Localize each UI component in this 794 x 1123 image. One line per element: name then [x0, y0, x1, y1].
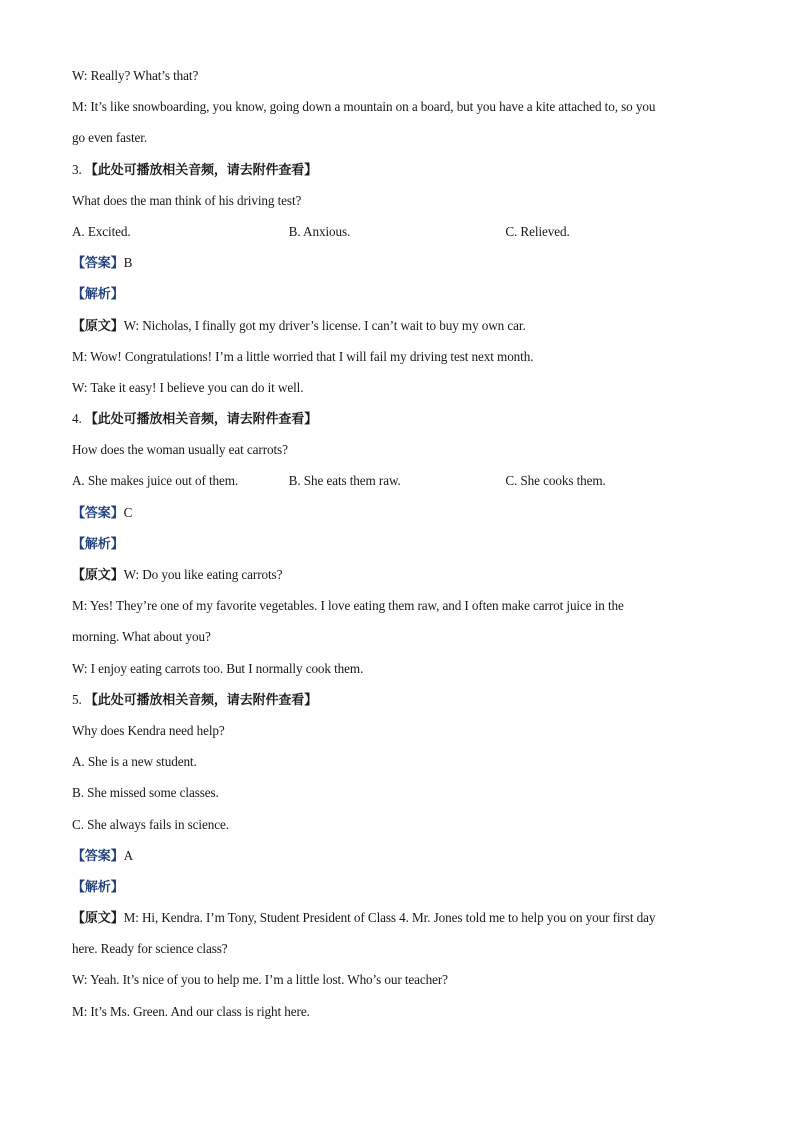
transcript-line: M: It’s Ms. Green. And our class is right here. [72, 1003, 310, 1019]
answer-label: 【答案】 [72, 505, 124, 521]
question-number: 5. [72, 691, 82, 707]
transcript-text: M: Hi, Kendra. I’m Tony, Student President of Class 4. Mr. Jones told me to help you on your first day [123, 910, 656, 926]
question-3-options [72, 216, 722, 247]
original-label: 【原文】 [72, 568, 124, 583]
audio-placeholder-link[interactable]: 【此处可播放相关音频，请去附件查看】 [84, 692, 318, 708]
question-3-header [72, 154, 722, 185]
analysis-label: 【解析】 [72, 287, 124, 303]
option-b: B. Anxious. [288, 223, 351, 239]
transcript-line [72, 559, 722, 590]
analysis-label: 【解析】 [72, 879, 124, 895]
option-a: A. She makes juice out of them. [72, 473, 239, 489]
transcript-line [72, 902, 722, 933]
audio-placeholder-link[interactable]: 【此处可播放相关音频，请去附件查看】 [84, 412, 318, 428]
answer-line [72, 247, 722, 278]
question-number: 4. [72, 411, 82, 427]
option-b: B. She missed some classes. [72, 785, 219, 801]
option-c: C. She cooks them. [505, 473, 606, 489]
answer-value: C [123, 504, 133, 520]
question-4-text: How does the woman usually eat carrots? [72, 442, 288, 458]
answer-label: 【答案】 [72, 848, 124, 864]
option-a: A. Excited. [72, 223, 131, 239]
option-b: B. She eats them raw. [288, 473, 401, 489]
question-5-text: Why does Kendra need help? [72, 722, 225, 738]
transcript-text: W: Do you like eating carrots? [123, 567, 283, 582]
option-c: C. She always fails in science. [72, 816, 229, 832]
transcript-line: W: Yeah. It’s nice of you to help me. I’m a little lost. Who’s our teacher? [72, 972, 448, 988]
transcript-text: W: Nicholas, I finally got my driver’s license. I can’t wait to buy my own car. [123, 317, 526, 333]
question-4-options [72, 465, 722, 496]
option-c: C. Relieved. [505, 223, 570, 239]
answer-label: 【答案】 [72, 256, 124, 272]
original-label: 【原文】 [72, 318, 124, 334]
analysis-label: 【解析】 [72, 536, 124, 552]
transcript-line [72, 310, 722, 341]
question-4-header [72, 403, 722, 434]
transcript-line: here. Ready for science class? [72, 941, 228, 957]
transcript-line: W: Take it easy! I believe you can do it well. [72, 379, 304, 395]
transcript-line: M: Wow! Congratulations! I’m a little worried that I will fail my driving test next month. [72, 348, 534, 364]
dialogue-line: go even faster. [72, 130, 148, 146]
answer-line [72, 497, 722, 528]
answer-value: A [123, 847, 134, 863]
answer-line [72, 840, 722, 871]
document-page [72, 60, 722, 1027]
question-number: 3. [72, 161, 82, 177]
option-a: A. She is a new student. [72, 754, 197, 770]
audio-placeholder-link[interactable]: 【此处可播放相关音频，请去附件查看】 [84, 162, 318, 178]
transcript-line: morning. What about you? [72, 629, 211, 645]
dialogue-line: M: It’s like snowboarding, you know, going down a mountain on a board, but you have a kite attached to, so you [72, 99, 656, 115]
analysis-line [72, 871, 722, 902]
analysis-line [72, 278, 722, 309]
original-label: 【原文】 [72, 911, 124, 927]
analysis-line [72, 528, 722, 559]
question-5-header [72, 684, 722, 715]
question-3-text: What does the man think of his driving test? [72, 192, 302, 208]
transcript-line: W: I enjoy eating carrots too. But I normally cook them. [72, 660, 364, 676]
transcript-line: M: Yes! They’re one of my favorite vegetables. I love eating them raw, and I often make carrot juice in the [72, 598, 624, 614]
answer-value: B [123, 255, 133, 271]
dialogue-line: W: Really? What’s that? [72, 68, 199, 83]
